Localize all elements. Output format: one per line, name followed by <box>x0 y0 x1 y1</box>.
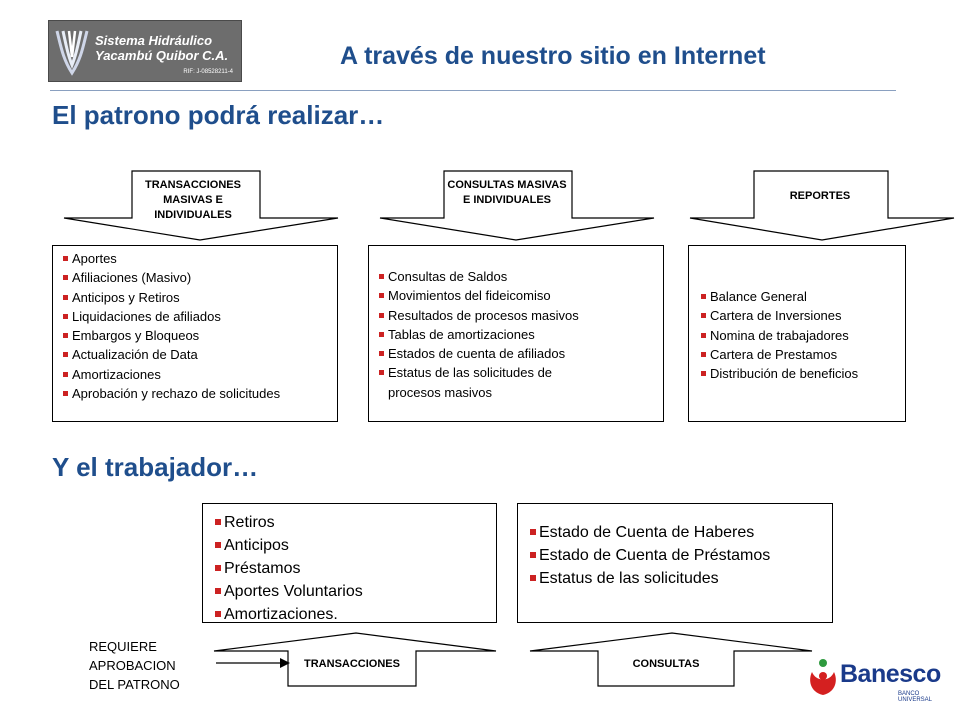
approval-note-line: REQUIERE <box>89 639 157 654</box>
list-item: Liquidaciones de afiliados <box>61 307 331 326</box>
list-item: Amortizaciones. <box>213 603 490 626</box>
consultas-masivas-list <box>377 267 657 402</box>
list-item: Aportes Voluntarios <box>213 580 490 603</box>
approval-note <box>89 637 180 694</box>
banesco-wordmark: Banesco <box>840 660 941 688</box>
logo-emblem-icon <box>53 27 91 77</box>
list-item: Nomina de trabajadores <box>699 326 899 345</box>
arrow-label-consultas-masivas: CONSULTAS MASIVAS E INDIVIDUALES <box>447 179 567 206</box>
logo-rif: RIF: J-08528211-4 <box>183 69 233 75</box>
list-item: Estado de Cuenta de Préstamos <box>528 544 826 567</box>
list-item: Retiros <box>213 511 490 534</box>
approval-arrow-icon <box>216 656 292 670</box>
list-item: Préstamos <box>213 557 490 580</box>
approval-note-line: DEL PATRONO <box>89 677 180 692</box>
trabajador-transacciones-box <box>202 503 497 623</box>
list-item: Embargos y Bloqueos <box>61 326 331 345</box>
title-divider <box>50 90 896 91</box>
list-item: Aprobación y rechazo de solicitudes <box>61 384 331 403</box>
trabajador-transacciones-list <box>213 511 490 626</box>
reportes-box <box>688 245 906 422</box>
trabajador-heading: Y el trabajador… <box>52 452 259 482</box>
list-item: Movimientos del fideicomiso <box>377 286 657 305</box>
arrow-reportes <box>686 170 960 242</box>
page-title: A través de nuestro sitio en Internet <box>340 42 766 70</box>
logo-line-2: Yacambú Quibor C.A. <box>95 48 229 63</box>
list-item: Cartera de Inversiones <box>699 306 899 325</box>
list-item: Actualización de Data <box>61 345 331 364</box>
list-item: Estado de Cuenta de Haberes <box>528 521 826 544</box>
list-item: Anticipos y Retiros <box>61 288 331 307</box>
list-item: Consultas de Saldos <box>377 267 657 286</box>
list-item: Amortizaciones <box>61 365 331 384</box>
list-item: Distribución de beneficios <box>699 364 899 383</box>
logo-line-1: Sistema Hidráulico <box>95 33 213 48</box>
company-logo <box>48 20 242 82</box>
transacciones-masivas-box <box>52 245 338 422</box>
list-item: Anticipos <box>213 534 490 557</box>
banesco-emblem-icon <box>806 658 840 698</box>
consultas-masivas-box <box>368 245 664 422</box>
banesco-logo <box>806 654 946 706</box>
arrow-label-transacciones-masivas: TRANSACCIONES MASIVAS E INDIVIDUALES <box>145 179 241 221</box>
arrow-label-consultas: CONSULTAS <box>632 658 700 670</box>
banesco-tagline: BANCO UNIVERSAL <box>898 691 933 703</box>
list-item: Tablas de amortizaciones <box>377 325 657 344</box>
list-item: Estados de cuenta de afiliados <box>377 344 657 363</box>
list-item: Balance General <box>699 287 899 306</box>
trabajador-consultas-list <box>528 521 826 590</box>
arrow-label-reportes: REPORTES <box>789 190 851 202</box>
list-item: Estatus de las solicitudes <box>528 567 826 590</box>
approval-note-line: APROBACION <box>89 658 176 673</box>
patrono-heading: El patrono podrá realizar… <box>52 100 385 130</box>
list-item: Afiliaciones (Masivo) <box>61 268 331 287</box>
list-item: Cartera de Prestamos <box>699 345 899 364</box>
list-item: Estatus de las solicitudes de procesos masivos <box>377 363 657 402</box>
reportes-list <box>699 287 899 383</box>
list-item: Aportes <box>61 249 331 268</box>
trabajador-consultas-box <box>517 503 833 623</box>
arrow-label-transacciones: TRANSACCIONES <box>304 658 400 670</box>
transacciones-masivas-list <box>61 249 331 403</box>
list-item: Resultados de procesos masivos <box>377 306 657 325</box>
